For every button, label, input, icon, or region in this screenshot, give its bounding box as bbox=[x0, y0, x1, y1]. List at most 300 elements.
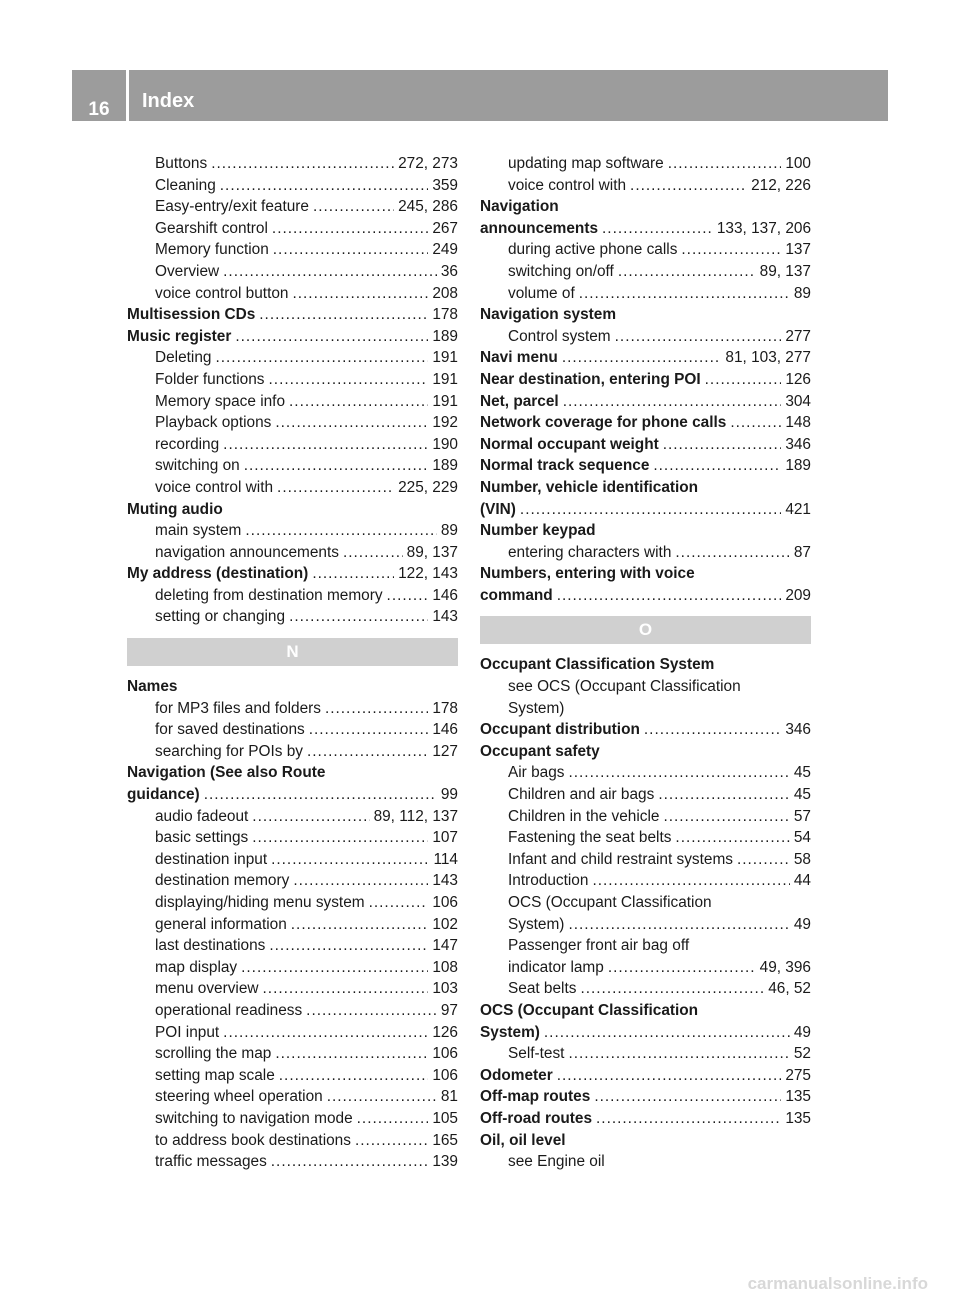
dot-leader bbox=[562, 347, 722, 369]
index-entry bbox=[480, 347, 811, 369]
dot-leader bbox=[272, 218, 428, 240]
index-entry-pages[interactable]: 146 bbox=[432, 586, 458, 604]
index-entry bbox=[127, 563, 458, 585]
dot-leader bbox=[277, 477, 394, 499]
index-column-left bbox=[127, 153, 458, 1173]
index-entry-label: System) bbox=[508, 915, 565, 933]
index-entry bbox=[480, 196, 811, 218]
index-entry-label: Off-map routes bbox=[480, 1088, 591, 1106]
dot-leader bbox=[244, 455, 429, 477]
index-entry-pages[interactable]: 89, 112, 137 bbox=[373, 807, 458, 825]
dot-leader bbox=[306, 1000, 437, 1022]
dot-leader bbox=[259, 304, 428, 326]
index-entry-pages[interactable]: 89 bbox=[440, 522, 458, 540]
index-entry-label: Navigation system bbox=[480, 306, 616, 324]
index-entry-label: Children in the vehicle bbox=[508, 807, 660, 825]
index-entry-label: for MP3 files and folders bbox=[155, 699, 321, 717]
index-entry-pages[interactable]: 346 bbox=[785, 721, 811, 739]
index-entry-label: switching to navigation mode bbox=[155, 1109, 353, 1127]
index-entry-pages[interactable]: 49, 396 bbox=[759, 958, 811, 976]
index-entry-pages[interactable]: 87 bbox=[793, 543, 811, 561]
dot-leader bbox=[271, 1151, 429, 1173]
header-divider bbox=[126, 70, 129, 121]
index-entry-label: setting map scale bbox=[155, 1066, 275, 1084]
index-column-right bbox=[480, 153, 811, 1173]
index-entry-pages[interactable]: 143 bbox=[432, 872, 458, 890]
index-entry bbox=[480, 870, 811, 892]
index-entry-label: Folder functions bbox=[155, 370, 265, 388]
index-entry-pages[interactable]: 189 bbox=[785, 457, 811, 475]
dot-leader bbox=[245, 520, 436, 542]
index-entry bbox=[127, 412, 458, 434]
index-entry-pages[interactable]: 137 bbox=[785, 241, 811, 259]
index-entry bbox=[480, 654, 811, 676]
index-entry-label: navigation announcements bbox=[155, 543, 339, 561]
dot-leader bbox=[557, 1065, 782, 1087]
index-entry-pages[interactable]: 106 bbox=[432, 894, 458, 911]
index-entry bbox=[127, 957, 458, 979]
index-entry bbox=[127, 175, 458, 197]
dot-leader bbox=[327, 1086, 437, 1108]
index-entry-label: Multisession CDs bbox=[127, 306, 256, 324]
index-entry-pages[interactable]: 46, 52 bbox=[768, 980, 811, 998]
dot-leader bbox=[312, 563, 394, 585]
index-entry-pages[interactable]: 44 bbox=[793, 872, 811, 890]
dot-leader bbox=[668, 153, 782, 175]
dot-leader bbox=[313, 196, 394, 218]
index-entry-label: deleting from destination memory bbox=[155, 586, 383, 604]
index-entry-pages[interactable]: 191 bbox=[432, 392, 458, 410]
index-entry-label: searching for POIs by bbox=[155, 742, 303, 760]
index-entry bbox=[127, 585, 458, 607]
index-entry bbox=[127, 719, 458, 741]
index-entry-pages[interactable]: 249 bbox=[432, 241, 458, 259]
index-entry bbox=[127, 369, 458, 391]
index-entry bbox=[127, 935, 458, 957]
index-entry-label: Number, vehicle identification bbox=[480, 478, 699, 496]
index-entry bbox=[127, 283, 458, 305]
index-entry-label: indicator lamp bbox=[508, 958, 604, 976]
index-entry bbox=[480, 412, 811, 434]
dot-leader bbox=[608, 957, 756, 979]
dot-leader bbox=[681, 239, 781, 261]
dot-leader bbox=[211, 153, 394, 175]
index-entry-pages[interactable]: 267 bbox=[432, 219, 458, 237]
index-entry-label: OCS (Occupant Classification bbox=[480, 1001, 699, 1019]
index-entry-pages[interactable]: 45 bbox=[793, 786, 811, 804]
dot-leader bbox=[594, 1086, 781, 1108]
index-entry bbox=[127, 434, 458, 456]
index-entry bbox=[480, 434, 811, 456]
dot-leader bbox=[357, 1108, 429, 1130]
index-entry bbox=[127, 1086, 458, 1108]
index-entry bbox=[480, 175, 811, 197]
index-entry-pages[interactable]: 122, 143 bbox=[398, 565, 458, 583]
index-entry-label: Muting audio bbox=[127, 500, 223, 518]
index-entry-label: destination memory bbox=[155, 872, 290, 890]
page-number: 16 bbox=[88, 99, 110, 120]
index-entry-label: Gearshift control bbox=[155, 219, 268, 237]
index-entry-label: recording bbox=[155, 435, 220, 453]
index-entry-pages[interactable]: 133, 137, 206 bbox=[716, 219, 811, 237]
index-entry bbox=[127, 542, 458, 564]
dot-leader bbox=[387, 585, 429, 607]
index-entry bbox=[127, 261, 458, 283]
dot-leader bbox=[307, 741, 428, 763]
index-entry bbox=[480, 585, 811, 607]
index-entry-pages[interactable]: 346 bbox=[785, 435, 811, 453]
index-entry-label: OCS (Occupant Classification bbox=[508, 894, 712, 911]
index-entry-label: basic settings bbox=[155, 829, 249, 847]
index-entry-pages[interactable]: 189 bbox=[432, 327, 458, 345]
dot-leader bbox=[325, 698, 428, 720]
index-entry-label: updating map software bbox=[508, 155, 664, 172]
index-entry-pages[interactable]: 89, 137 bbox=[759, 262, 811, 280]
dot-leader bbox=[580, 978, 764, 1000]
index-entry bbox=[480, 741, 811, 763]
index-entry-pages[interactable]: 272, 273 bbox=[398, 155, 458, 172]
index-entry-label: Navigation (See also Route bbox=[127, 764, 326, 782]
index-entry bbox=[480, 1086, 811, 1108]
index-entry-pages[interactable]: 148 bbox=[785, 414, 811, 432]
index-entry-pages[interactable]: 127 bbox=[432, 742, 458, 760]
index-entry bbox=[127, 326, 458, 348]
index-entry-label: Memory space info bbox=[155, 392, 286, 410]
index-entry-label: voice control button bbox=[155, 284, 289, 302]
index-entry-label: volume of bbox=[508, 284, 575, 302]
dot-leader bbox=[309, 719, 429, 741]
index-entry bbox=[480, 914, 811, 936]
index-entry-label: Passenger front air bag off bbox=[508, 937, 690, 955]
index-entry-pages[interactable]: 106 bbox=[432, 1066, 458, 1084]
index-entry-pages[interactable]: 81, 103, 277 bbox=[725, 349, 811, 367]
index-entry-pages[interactable]: 58 bbox=[793, 850, 811, 868]
index-entry bbox=[127, 606, 458, 628]
index-entry-pages[interactable]: 192 bbox=[432, 414, 458, 432]
section-title: Index bbox=[142, 90, 195, 112]
index-entry-pages[interactable]: 178 bbox=[432, 306, 458, 324]
index-entry bbox=[127, 239, 458, 261]
index-entry-label: operational readiness bbox=[155, 1001, 303, 1019]
index-entry bbox=[480, 1065, 811, 1087]
section-letter-header: O bbox=[480, 616, 811, 644]
index-entry-pages[interactable]: 209 bbox=[785, 586, 811, 604]
dot-leader bbox=[343, 542, 403, 564]
dot-leader bbox=[263, 978, 429, 1000]
index-entry-label: Cleaning bbox=[155, 176, 216, 194]
dot-leader bbox=[520, 499, 781, 521]
index-entry-label: Navi menu bbox=[480, 349, 558, 367]
index-entry bbox=[127, 455, 458, 477]
index-entry-pages[interactable]: 135 bbox=[785, 1109, 811, 1127]
index-entry-pages[interactable]: 57 bbox=[793, 807, 811, 825]
dot-leader bbox=[618, 261, 756, 283]
index-entry-pages[interactable]: 212, 226 bbox=[751, 176, 811, 194]
index-entry bbox=[480, 1022, 811, 1044]
index-entry-label: last destinations bbox=[155, 937, 266, 955]
index-entry bbox=[480, 455, 811, 477]
index-entry-pages[interactable]: 107 bbox=[432, 829, 458, 847]
dot-leader bbox=[568, 914, 789, 936]
dot-leader bbox=[252, 827, 428, 849]
index-entry-label: steering wheel operation bbox=[155, 1088, 323, 1106]
index-entry-label: scrolling the map bbox=[155, 1045, 272, 1063]
dot-leader bbox=[369, 892, 429, 914]
index-entry bbox=[480, 892, 811, 914]
index-entry-pages[interactable]: 49 bbox=[793, 1023, 811, 1041]
index-entry-label: Seat belts bbox=[508, 980, 577, 998]
index-entry bbox=[127, 806, 458, 828]
dot-leader bbox=[235, 326, 428, 348]
index-entry bbox=[480, 563, 811, 585]
index-entry-pages[interactable]: 189 bbox=[432, 457, 458, 475]
index-entry bbox=[480, 978, 811, 1000]
dot-leader bbox=[663, 434, 782, 456]
index-entry-pages[interactable]: 225, 229 bbox=[398, 478, 458, 496]
index-entry bbox=[127, 698, 458, 720]
index-entry bbox=[480, 698, 811, 720]
index-entry-pages[interactable]: 81 bbox=[440, 1088, 458, 1106]
index-entry-pages[interactable]: 359 bbox=[432, 176, 458, 194]
watermark: carmanualsonline.info bbox=[747, 1274, 928, 1293]
index-entry bbox=[480, 1043, 811, 1065]
index-entry-pages[interactable]: 89, 137 bbox=[406, 543, 458, 561]
index-entry-label: map display bbox=[155, 958, 238, 976]
dot-leader bbox=[275, 1043, 428, 1065]
index-entry-pages[interactable]: 103 bbox=[432, 980, 458, 998]
dot-leader bbox=[602, 218, 713, 240]
index-entry-pages[interactable]: 49 bbox=[793, 915, 811, 933]
dot-leader bbox=[275, 412, 428, 434]
dot-leader bbox=[355, 1130, 428, 1152]
index-entry bbox=[127, 1022, 458, 1044]
dot-leader bbox=[663, 806, 789, 828]
index-entry-label: System) bbox=[508, 699, 565, 717]
index-entry-label: destination input bbox=[155, 850, 268, 868]
index-entry-pages[interactable]: 106 bbox=[432, 1045, 458, 1063]
index-entry bbox=[480, 239, 811, 261]
dot-leader bbox=[279, 1065, 429, 1087]
dot-leader bbox=[658, 784, 790, 806]
dot-leader bbox=[273, 239, 429, 261]
index-entry-pages[interactable]: 36 bbox=[440, 262, 458, 280]
index-entry-label: Occupant Classification System bbox=[480, 656, 715, 674]
dot-leader bbox=[204, 784, 437, 806]
index-entry-label: Fastening the seat belts bbox=[508, 829, 672, 847]
index-entry bbox=[127, 477, 458, 499]
index-entry-label: switching on/off bbox=[508, 262, 614, 280]
index-entry bbox=[480, 153, 811, 175]
dot-leader bbox=[568, 1043, 789, 1065]
index-entry bbox=[127, 1130, 458, 1152]
index-entry bbox=[480, 326, 811, 348]
index-entry-label: Self-test bbox=[508, 1045, 565, 1063]
index-entry-label: Near destination, entering POI bbox=[480, 370, 701, 388]
index-entry bbox=[480, 369, 811, 391]
index-entry-label: displaying/hiding menu system bbox=[155, 894, 365, 911]
index-entry-pages[interactable]: 421 bbox=[785, 500, 811, 518]
index-entry-label: Buttons bbox=[155, 155, 208, 172]
index-entry-label: switching on bbox=[155, 457, 240, 475]
index-entry-label: Off-road routes bbox=[480, 1109, 593, 1127]
dot-leader bbox=[269, 369, 429, 391]
index-entry-pages[interactable]: 114 bbox=[433, 850, 458, 868]
index-entry-label: Air bags bbox=[508, 764, 565, 782]
index-entry-pages[interactable]: 147 bbox=[432, 937, 458, 955]
index-entry bbox=[480, 935, 811, 957]
index-entry-pages[interactable]: 275 bbox=[785, 1066, 811, 1084]
index-entry-label: main system bbox=[155, 522, 242, 540]
index-entry bbox=[480, 1151, 811, 1173]
index-entry-pages[interactable]: 191 bbox=[432, 370, 458, 388]
index-entry-label: Odometer bbox=[480, 1066, 553, 1084]
index-entry-label: entering characters with bbox=[508, 543, 672, 561]
index-entry-pages[interactable]: 143 bbox=[432, 608, 458, 626]
index-entry bbox=[127, 676, 458, 698]
index-entry bbox=[127, 914, 458, 936]
index-entry-label: Navigation bbox=[480, 198, 559, 216]
index-entry-label: traffic messages bbox=[155, 1153, 267, 1171]
dot-leader bbox=[644, 719, 781, 741]
index-entry bbox=[127, 347, 458, 369]
index-entry bbox=[480, 1130, 811, 1152]
dot-leader bbox=[592, 870, 789, 892]
index-entry bbox=[127, 520, 458, 542]
index-entry-pages[interactable]: 102 bbox=[432, 915, 458, 933]
index-entry-label: (VIN) bbox=[480, 500, 516, 518]
index-entry bbox=[127, 1108, 458, 1130]
index-entry bbox=[480, 827, 811, 849]
index-entry bbox=[480, 520, 811, 542]
index-entry-label: POI input bbox=[155, 1023, 220, 1041]
index-entry-label: Easy-entry/exit feature bbox=[155, 198, 309, 216]
index-entry-label: announcements bbox=[480, 219, 599, 237]
index-entry-pages[interactable]: 139 bbox=[432, 1153, 458, 1171]
index-entry-label: voice control with bbox=[155, 478, 274, 496]
index-entry-label: Oil, oil level bbox=[480, 1131, 566, 1149]
index-entry-label: Normal track sequence bbox=[480, 457, 650, 475]
index-entry-pages[interactable]: 54 bbox=[793, 829, 811, 847]
dot-leader bbox=[289, 391, 428, 413]
index-entry-label: Playback options bbox=[155, 414, 272, 432]
index-entry bbox=[127, 218, 458, 240]
index-entry-label: Music register bbox=[127, 327, 232, 345]
index-entry-label: System) bbox=[480, 1023, 540, 1041]
index-entry bbox=[480, 477, 811, 499]
index-entry bbox=[127, 892, 458, 914]
index-entry-pages[interactable]: 245, 286 bbox=[398, 198, 458, 216]
dot-leader bbox=[557, 585, 782, 607]
index-entry-pages[interactable]: 304 bbox=[785, 392, 811, 410]
index-entry-pages[interactable]: 97 bbox=[440, 1001, 458, 1019]
index-entry-label: Memory function bbox=[155, 241, 269, 259]
dot-leader bbox=[291, 914, 429, 936]
index-entry-pages[interactable]: 100 bbox=[785, 155, 811, 172]
index-entry bbox=[127, 304, 458, 326]
index-entry bbox=[480, 261, 811, 283]
index-entry bbox=[480, 957, 811, 979]
index-entry-pages[interactable]: 135 bbox=[785, 1088, 811, 1106]
index-entry bbox=[127, 196, 458, 218]
index-entry-label: during active phone calls bbox=[508, 241, 678, 259]
index-entry bbox=[480, 304, 811, 326]
index-entry-label: see OCS (Occupant Classification bbox=[508, 678, 741, 696]
index-entry bbox=[127, 1043, 458, 1065]
index-entry bbox=[480, 499, 811, 521]
dot-leader bbox=[223, 1022, 428, 1044]
dot-leader bbox=[630, 175, 747, 197]
index-entry-label: Net, parcel bbox=[480, 392, 559, 410]
index-entry-label: Network coverage for phone calls bbox=[480, 414, 727, 432]
dot-leader bbox=[223, 434, 428, 456]
index-entry-pages[interactable]: 190 bbox=[432, 435, 458, 453]
index-entry bbox=[127, 741, 458, 763]
index-entry bbox=[127, 153, 458, 175]
index-entry bbox=[127, 849, 458, 871]
dot-leader bbox=[730, 412, 781, 434]
index-entry bbox=[480, 391, 811, 413]
index-entry bbox=[480, 719, 811, 741]
index-entry bbox=[480, 1108, 811, 1130]
index-entry bbox=[127, 784, 458, 806]
index-entry-label: audio fadeout bbox=[155, 807, 249, 825]
index-entry-pages[interactable]: 146 bbox=[432, 721, 458, 739]
index-entry-label: Occupant safety bbox=[480, 742, 600, 760]
index-entry-label: to address book destinations bbox=[155, 1131, 351, 1149]
index-entry bbox=[127, 1151, 458, 1173]
index-entry-label: see Engine oil bbox=[508, 1153, 605, 1171]
dot-leader bbox=[737, 849, 790, 871]
index-entry-label: Infant and child restraint systems bbox=[508, 850, 733, 868]
index-entry-pages[interactable]: 126 bbox=[432, 1023, 458, 1041]
index-entry-pages[interactable]: 178 bbox=[432, 699, 458, 717]
dot-leader bbox=[269, 935, 428, 957]
dot-leader bbox=[223, 261, 437, 283]
dot-leader bbox=[271, 849, 429, 871]
index-entry-label: menu overview bbox=[155, 980, 259, 998]
index-entry-pages[interactable]: 126 bbox=[785, 370, 811, 388]
index-entry-label: Normal occupant weight bbox=[480, 435, 659, 453]
dot-leader bbox=[705, 369, 782, 391]
index-entry bbox=[480, 784, 811, 806]
index-entry-pages[interactable]: 89 bbox=[793, 284, 811, 302]
index-entry-pages[interactable]: 52 bbox=[793, 1045, 811, 1063]
dot-leader bbox=[675, 542, 789, 564]
dot-leader bbox=[289, 606, 428, 628]
index-entry-pages[interactable]: 208 bbox=[432, 284, 458, 302]
index-entry-pages[interactable]: 45 bbox=[793, 764, 811, 782]
index-entry bbox=[480, 218, 811, 240]
index-entry bbox=[127, 1065, 458, 1087]
index-entry-label: Number keypad bbox=[480, 522, 596, 540]
index-entry-pages[interactable]: 191 bbox=[432, 349, 458, 367]
index-entry-pages[interactable]: 277 bbox=[785, 327, 811, 345]
index-entry-pages[interactable]: 108 bbox=[432, 958, 458, 976]
index-entry-label: Children and air bags bbox=[508, 786, 655, 804]
index-entry bbox=[127, 870, 458, 892]
index-entry-pages[interactable]: 105 bbox=[432, 1109, 458, 1127]
index-entry-pages[interactable]: 99 bbox=[440, 786, 458, 804]
index-entry-pages[interactable]: 165 bbox=[432, 1131, 458, 1149]
dot-leader bbox=[293, 870, 428, 892]
dot-leader bbox=[292, 283, 428, 305]
index-entry-label: general information bbox=[155, 915, 287, 933]
dot-leader bbox=[544, 1022, 790, 1044]
dot-leader bbox=[653, 455, 781, 477]
index-entry bbox=[127, 978, 458, 1000]
dot-leader bbox=[220, 175, 429, 197]
dot-leader bbox=[615, 326, 782, 348]
